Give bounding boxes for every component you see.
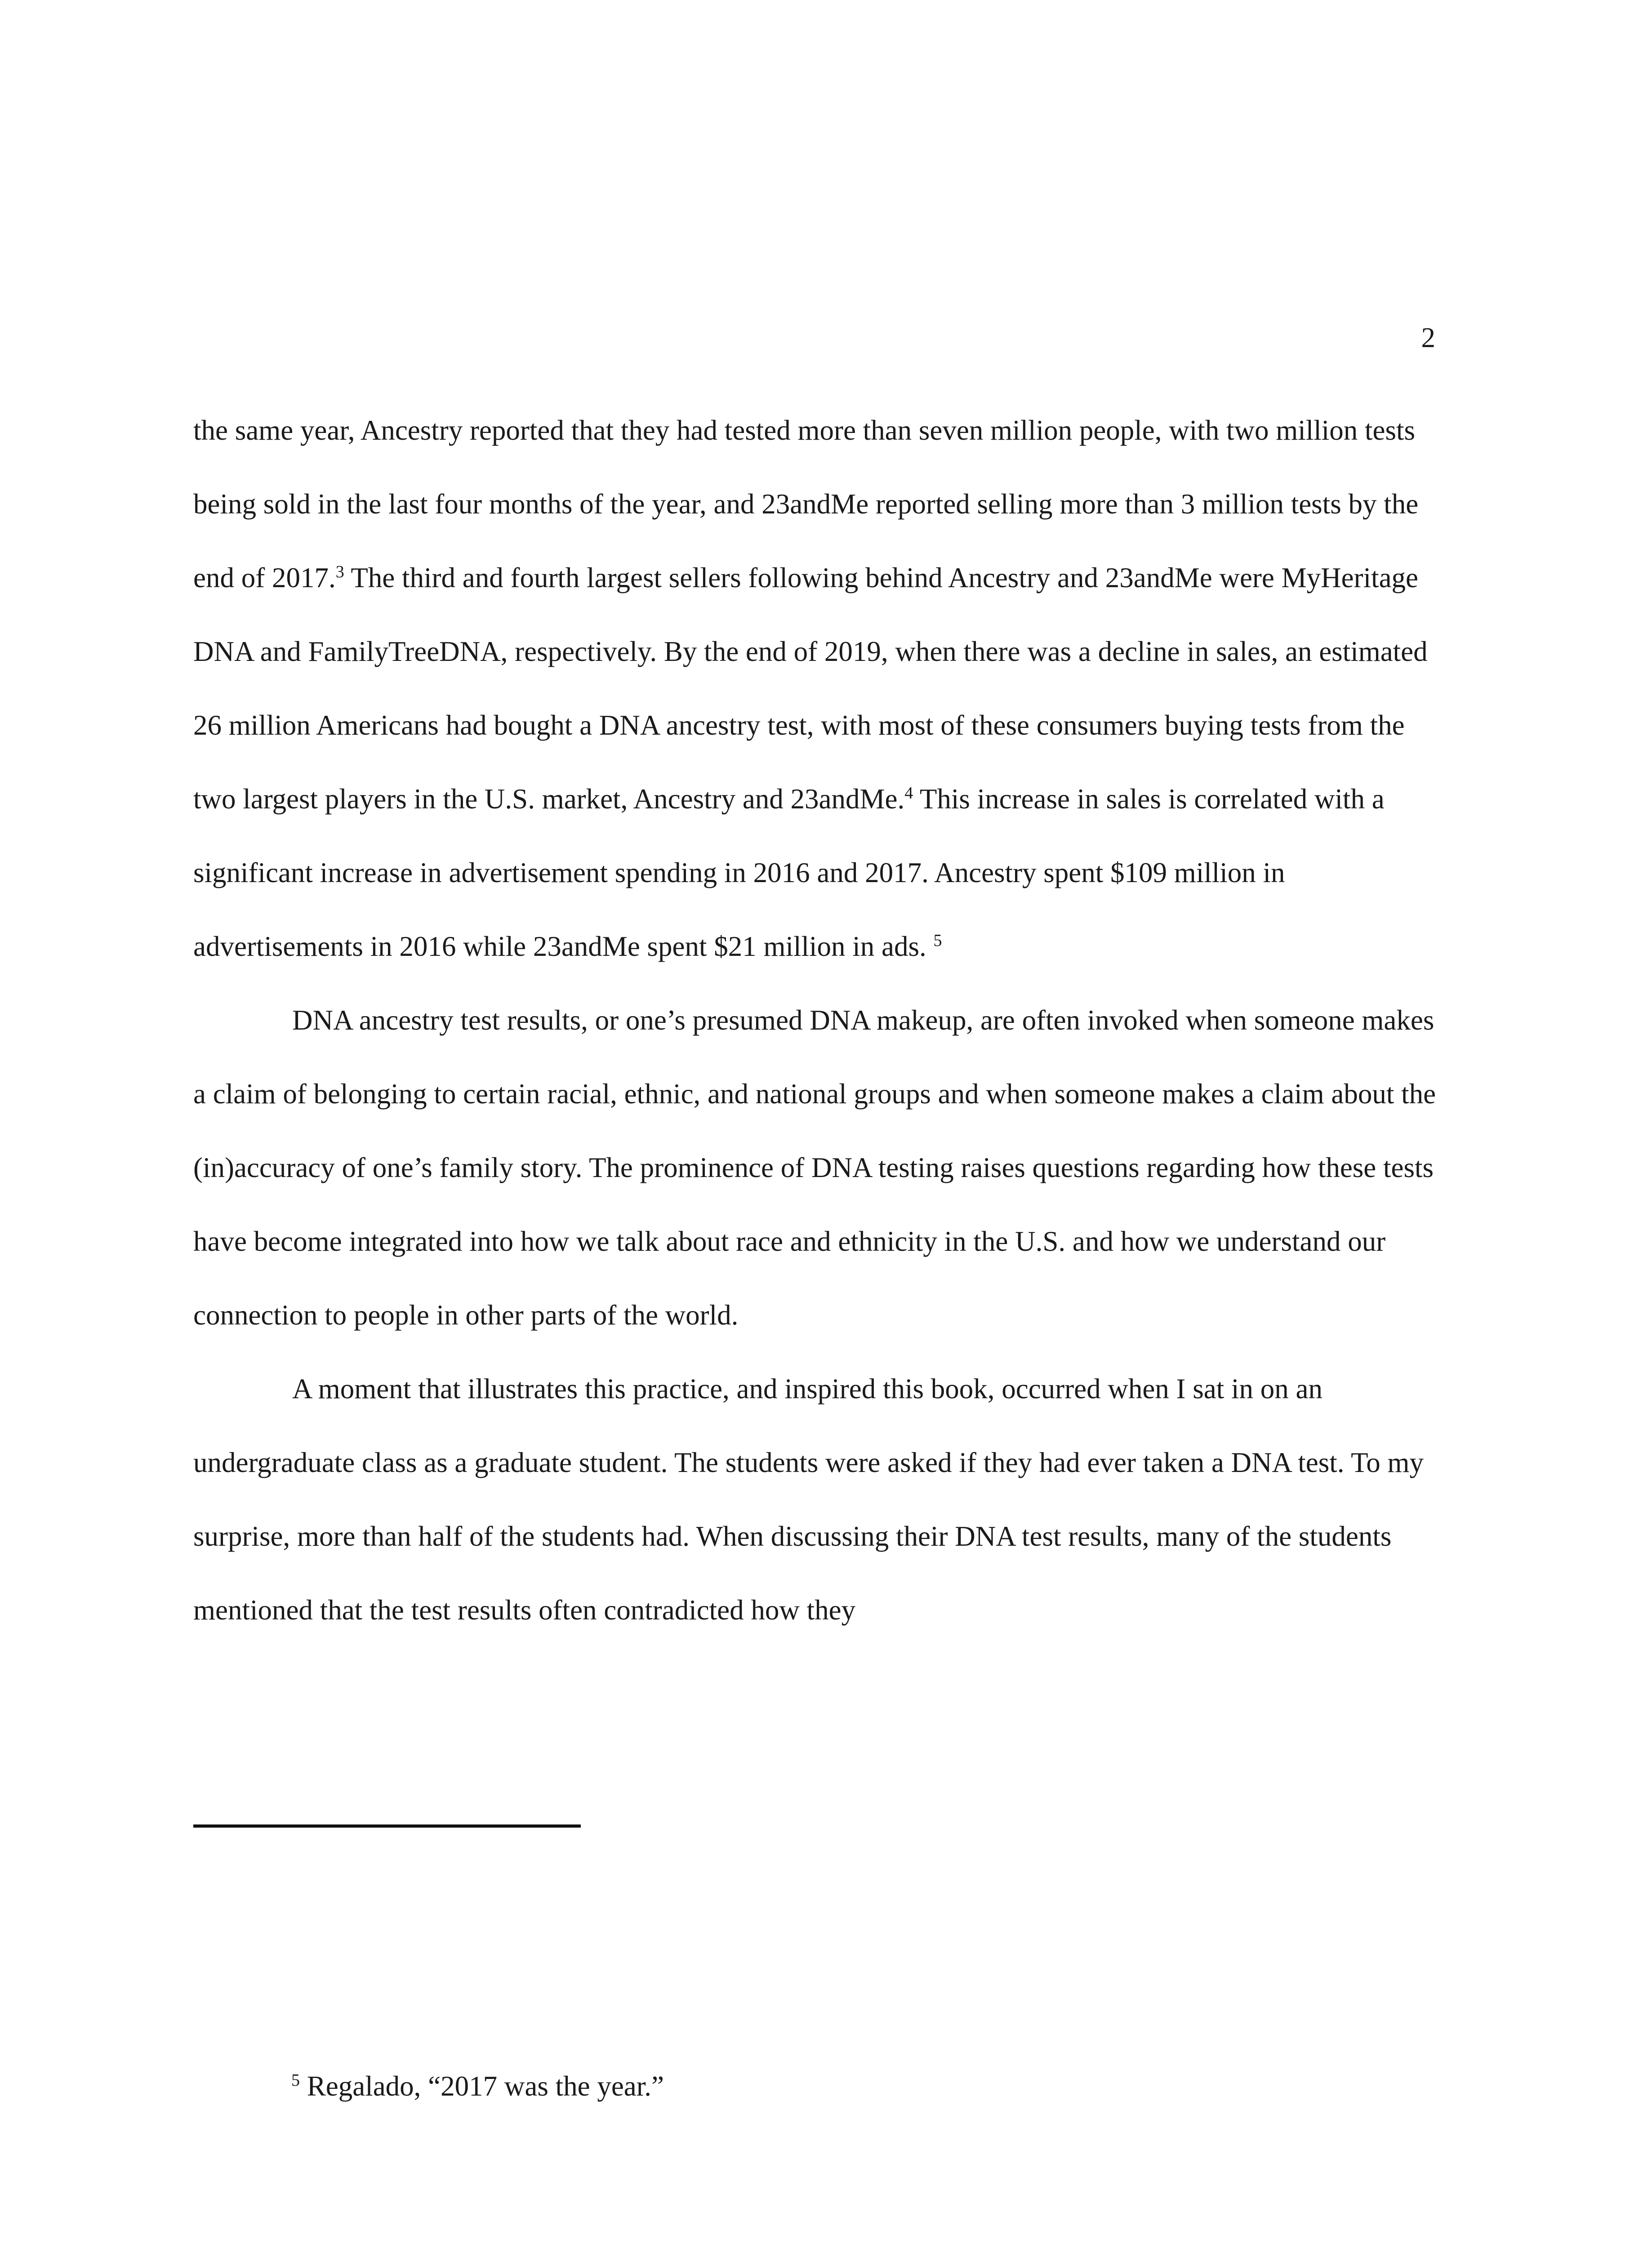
paragraph-text: DNA ancestry test results, or one’s presumed DNA makeup, are often invoked when someone makes a claim of belonging to certain racial, ethnic, and national groups and when someone makes a claim about the (in)accuracy of one’s family story. The prominence of DNA testing raises questions regarding how these tests have become integrated into how we talk about race and ethnicity in the U.S. and how we understand our connection to people in other parts of the world. <box>193 1004 1436 1331</box>
paragraph-3 <box>193 1352 1443 1647</box>
footnote-text: Regalado, “2017 was the year.” <box>307 2070 664 2102</box>
page-number: 2 <box>1421 322 1435 353</box>
footnote <box>291 2068 664 2105</box>
paragraph-text: A moment that illustrates this practice, and inspired this book, occurred when I sat in on an undergraduate class as a graduate student. The students were asked if they had ever taken a DNA test. To my surprise, more than half of the students had. When discussing their DNA test results, many of the students mentioned that the test results often contradicted how they <box>193 1373 1424 1626</box>
footnote-marker: 4 <box>904 784 913 803</box>
paragraph-text: The third and fourth largest sellers following behind Ancestry and 23andMe were MyHeritage DNA and FamilyTreeDNA, respectively. By the end of 2019, when there was a decline in sales, an estimated 26 million Americans had bought a DNA ancestry test, with most of these consumers buying tests from the two largest players in the U.S. market, Ancestry and 23andMe. <box>193 562 1428 815</box>
footnote-marker: 3 <box>335 562 344 581</box>
footnote-marker: 5 <box>933 931 942 950</box>
footnote-number: 5 <box>291 2071 300 2090</box>
paragraph-text: the same year, Ancestry reported that they had tested more than seven million people, with two million tests being sold in the last four months of the year, and 23andMe reported selling more than 3 million tests by the end of 2017. <box>193 415 1419 593</box>
footnote-divider <box>193 1824 581 1828</box>
paragraph-2 <box>193 983 1443 1352</box>
body-text <box>193 393 1443 1647</box>
paragraph-1 <box>193 393 1443 983</box>
paragraph-text: This increase in sales is correlated with a significant increase in advertisement spending in 2016 and 2017. Ancestry spent $109 million in advertisements in 2016 while 23andMe spent $21 million in ads. <box>193 783 1385 962</box>
